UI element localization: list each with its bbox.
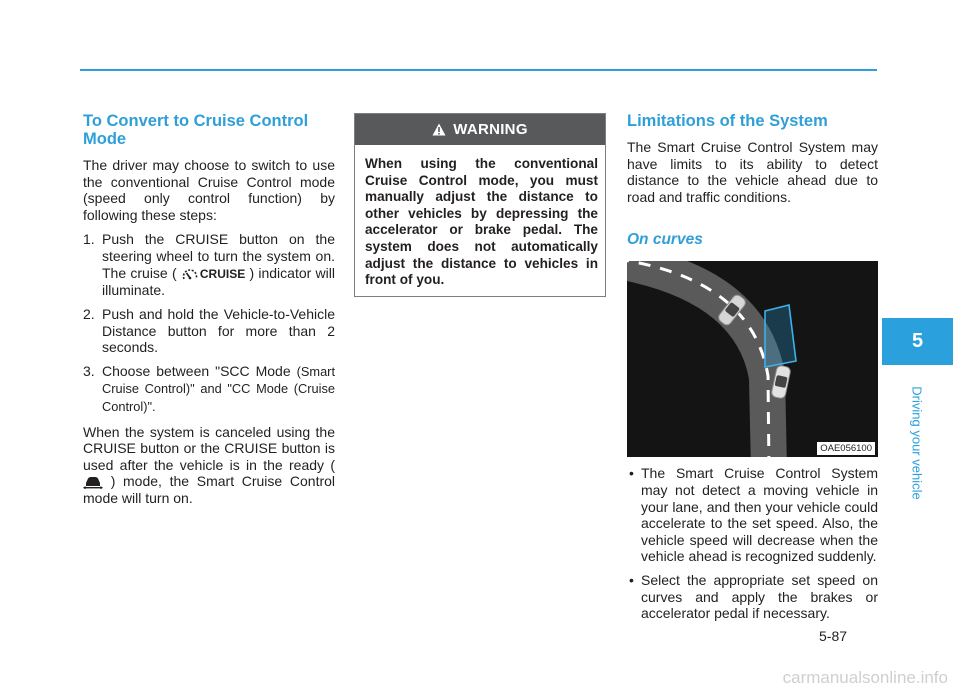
- step-1-number: 1.: [83, 231, 95, 248]
- step-1-text-a: Push the CRUISE button on the steering wheel to turn the system on. The cruise (: [102, 231, 335, 281]
- step-3: [83, 363, 335, 416]
- chapter-title-vertical: [910, 378, 924, 508]
- left-column: [83, 112, 335, 514]
- list-item: [627, 572, 878, 622]
- list-item: [627, 465, 878, 565]
- convert-steps: [83, 231, 335, 415]
- bullet-marker: •: [629, 571, 634, 588]
- step-2: [83, 306, 335, 356]
- curved-road-graphic: [627, 261, 878, 457]
- warning-triangle-icon: [432, 123, 446, 136]
- section-heading-limitations: Limitations of the System: [627, 112, 828, 130]
- step-1: [83, 231, 335, 299]
- chapter-tab: 5: [882, 318, 953, 365]
- cruise-icon-text: CRUISE: [199, 266, 246, 281]
- bullet-marker: •: [629, 465, 634, 482]
- step-3-text-a: Choose between "SCC Mode: [102, 362, 291, 379]
- closing-text-a: When the system is canceled using the CRUISE button or the CRUISE button is used after the vehicle is in the ready (: [83, 423, 335, 473]
- bullet-text: The Smart Cruise Control System may not detect a moving vehicle in your lane, and then your vehicle could accelerate to the set speed. Also, the vehicle speed will decrease when the vehicle ahead is recognized suddenly.: [641, 465, 878, 565]
- step-3-number: 3.: [83, 362, 95, 379]
- section-heading-convert: To Convert to Cruise Control Mode: [83, 112, 309, 148]
- closing-text-b: ) mode, the Smart Cruise Control mode will turn on.: [83, 473, 336, 506]
- watermark: carmanualsonline.info: [782, 668, 948, 687]
- convert-closing: [83, 424, 335, 507]
- curve-illustration: [627, 261, 878, 457]
- figure-code: OAE056100: [817, 442, 875, 455]
- cruise-indicator-icon: [181, 266, 245, 283]
- limitations-intro: The Smart Cruise Control System may have limits to its ability to detect distance to the vehicle ahead due to road and traffic conditions.: [627, 139, 878, 205]
- step-2-text: Push and hold the Vehicle-to-Vehicle Distance button for more than 2 seconds.: [102, 305, 335, 356]
- subheading-on-curves: On curves: [627, 231, 703, 249]
- right-column: [627, 112, 878, 629]
- page-number: 5-87: [819, 628, 848, 644]
- step-2-number: 2.: [83, 305, 95, 322]
- chapter-title: Driving your vehicle: [909, 386, 925, 500]
- step-3-text-b: (Smart Cruise Control)" and "CC Mode (Cruise Control)".: [102, 363, 336, 414]
- top-rule: [80, 69, 877, 71]
- convert-intro: The driver may choose to switch to use the conventional Cruise Control mode (speed only control function) by following these steps:: [83, 157, 335, 223]
- warning-header: [355, 114, 605, 145]
- bullet-text: Select the appropriate set speed on curves and apply the brakes or accelerator pedal if necessary.: [641, 571, 878, 622]
- ready-car-icon: [83, 475, 103, 489]
- step-1-text-b: ) indicator will illuminate.: [102, 264, 335, 299]
- warning-box: [354, 113, 606, 297]
- limitations-bullets: [627, 465, 878, 621]
- warning-title: WARNING: [453, 121, 528, 138]
- warning-text: When using the conventional Cruise Control mode, you must manually adjust the distance to other vehicles by depressing the accelerator or brake pedal. The system does not automatically adjust the distance to vehicles in front of you.: [365, 156, 598, 288]
